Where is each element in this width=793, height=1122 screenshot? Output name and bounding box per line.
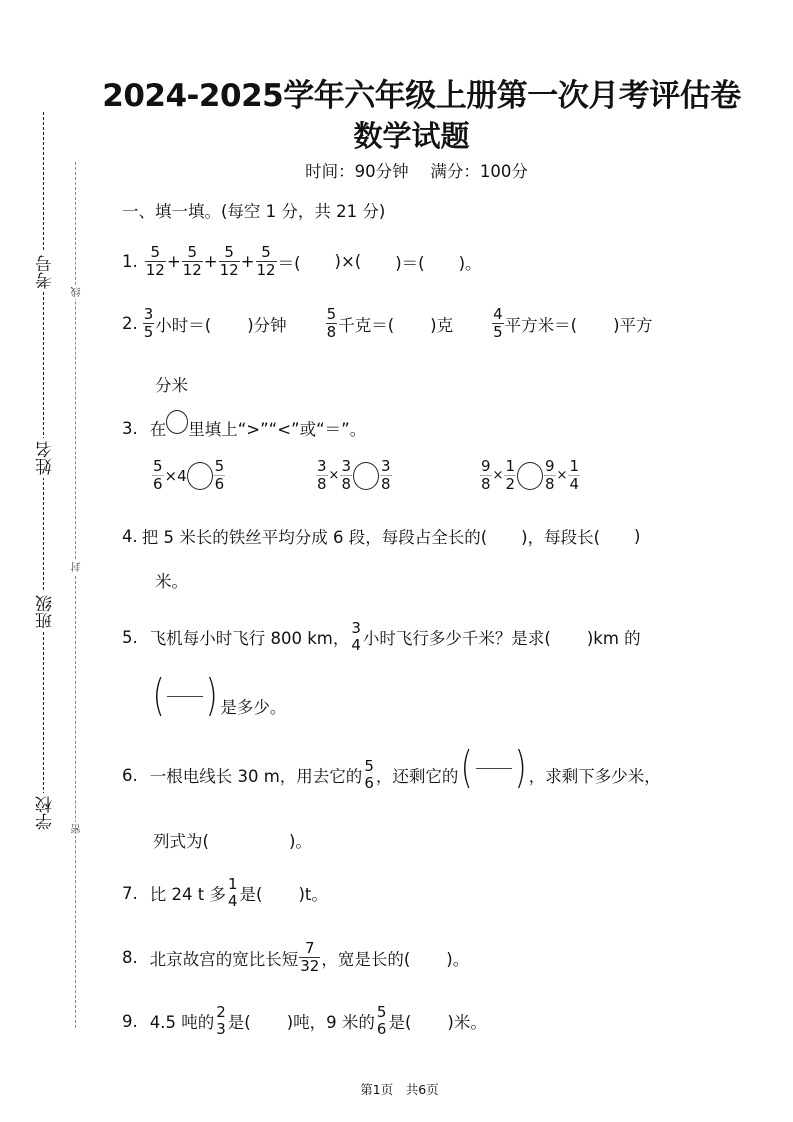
plus-sign: + bbox=[166, 252, 181, 271]
text: )。 bbox=[288, 832, 312, 851]
text: 小时飞行多少千米？是求( bbox=[362, 629, 551, 648]
text: ) bbox=[634, 526, 641, 546]
text: 小时＝( bbox=[155, 315, 212, 335]
text: )分钟 bbox=[247, 315, 287, 335]
fraction: $\frac{3}{5}$ bbox=[143, 305, 154, 341]
question-2 bbox=[122, 306, 653, 341]
text: )平方 bbox=[613, 315, 653, 335]
operator: × bbox=[328, 468, 340, 483]
question-9 bbox=[122, 1004, 487, 1038]
fraction: $\frac{1}{2}$ bbox=[505, 457, 515, 493]
seal-mark-line: 线 bbox=[72, 287, 83, 297]
question-5-continued bbox=[150, 670, 287, 721]
question-number: 3. bbox=[122, 418, 138, 438]
fraction: $\frac{5}{6}$ bbox=[214, 457, 225, 493]
fraction: 5 6 bbox=[364, 757, 374, 792]
operator: ×4 bbox=[164, 466, 187, 485]
text: 4.5 吨的 bbox=[149, 1013, 215, 1032]
text: ，还剩它的 bbox=[375, 767, 459, 786]
question-4-continued: 米。 bbox=[155, 572, 188, 591]
comparison-3 bbox=[479, 458, 581, 493]
text: )t。 bbox=[298, 885, 328, 904]
text: 是( bbox=[227, 1013, 251, 1032]
text: 飞机每小时飞行 800 km， bbox=[149, 629, 350, 648]
text: 平方米＝( bbox=[504, 315, 578, 335]
text: )＝( bbox=[395, 253, 425, 273]
text: )克 bbox=[430, 315, 454, 335]
text: 是( bbox=[239, 885, 263, 904]
fraction: $\frac{3}{8}$ bbox=[341, 457, 351, 493]
seal-mark-secret: 密 bbox=[72, 824, 83, 834]
question-number: 2. bbox=[122, 314, 138, 333]
fraction: 1 4 bbox=[227, 875, 238, 910]
plus-sign: + bbox=[203, 252, 218, 271]
exam-number-field-label: 考号 bbox=[33, 252, 58, 292]
exam-subtitle: 数学试题 bbox=[353, 119, 470, 153]
school-field-label: 学校 bbox=[33, 793, 58, 833]
fraction: $\frac{5}{8}$ bbox=[326, 305, 337, 341]
fraction: $\frac{5}{12}$ bbox=[145, 243, 165, 279]
text: )。 bbox=[458, 253, 482, 273]
fraction: 3 4 bbox=[351, 619, 361, 654]
question-2-continued: 分米 bbox=[155, 376, 188, 395]
text: )×( bbox=[334, 252, 362, 271]
exam-meta: 时间：90分钟 满分：100分 bbox=[305, 162, 528, 181]
question-number: 9. bbox=[122, 1011, 138, 1031]
question-5 bbox=[122, 620, 641, 654]
fraction: $\frac{5}{12}$ bbox=[182, 243, 202, 279]
fraction: $\frac{5}{6}$ bbox=[153, 457, 163, 493]
text: 把 5 米长的铁丝平均分成 6 段，每段占全长的( bbox=[141, 528, 488, 547]
text: ＝( bbox=[277, 253, 301, 273]
comparison-2 bbox=[315, 458, 393, 493]
question-1 bbox=[122, 244, 482, 279]
fraction-answer-box[interactable]: ( ) bbox=[460, 742, 527, 793]
fraction: $\frac{9}{8}$ bbox=[545, 457, 555, 493]
text: 千克＝( bbox=[338, 315, 395, 335]
class-field-label: 班级 bbox=[33, 592, 58, 632]
question-number: 8. bbox=[122, 948, 138, 967]
operator: × bbox=[556, 468, 568, 483]
text: )。 bbox=[446, 949, 470, 969]
circle-icon bbox=[166, 410, 188, 434]
text: 列式为( bbox=[153, 832, 209, 851]
text: 比 24 t 多 bbox=[149, 885, 226, 904]
fraction: $\frac{9}{8}$ bbox=[481, 457, 491, 493]
text: )米。 bbox=[447, 1013, 487, 1032]
section-heading: 一、填一填。(每空 1 分，共 21 分) bbox=[122, 202, 386, 221]
text: 是多少。 bbox=[220, 698, 287, 717]
question-number: 6. bbox=[122, 765, 138, 785]
fraction: $\frac{1}{4}$ bbox=[569, 457, 579, 493]
fraction: $\frac{3}{8}$ bbox=[381, 457, 391, 493]
comparison-1 bbox=[151, 458, 226, 493]
fraction: 2 3 bbox=[216, 1003, 226, 1038]
comparison-circle-input[interactable] bbox=[187, 462, 213, 490]
text: 是( bbox=[388, 1013, 412, 1032]
name-field-label: 姓名 bbox=[33, 438, 58, 478]
question-8 bbox=[122, 940, 469, 975]
question-3 bbox=[122, 416, 366, 440]
text: ，求剩下多少米， bbox=[528, 767, 661, 786]
comparison-circle-input[interactable] bbox=[517, 462, 543, 490]
text: )，每段长( bbox=[521, 528, 601, 547]
page-number: 第1页 共6页 bbox=[360, 1082, 439, 1097]
exam-title: 2024-2025学年六年级上册第一次月考评估卷 bbox=[102, 78, 741, 114]
question-number: 1. bbox=[122, 252, 138, 271]
text: )km 的 bbox=[586, 629, 641, 648]
fraction: $\frac{4}{5}$ bbox=[493, 305, 503, 341]
seal-mark-seal: 封 bbox=[72, 562, 83, 572]
text: )吨，9 米的 bbox=[286, 1013, 375, 1032]
fraction: $\frac{5}{12}$ bbox=[256, 243, 276, 279]
text: 一根电线长 30 m，用去它的 bbox=[149, 767, 363, 786]
question-6 bbox=[122, 742, 661, 793]
text: 里填上“>”“<”或“＝”。 bbox=[188, 420, 367, 439]
question-7 bbox=[122, 876, 328, 910]
question-4 bbox=[122, 524, 640, 548]
question-6-continued bbox=[153, 828, 312, 852]
question-number: 7. bbox=[122, 883, 138, 903]
comparison-circle-input[interactable] bbox=[353, 462, 379, 490]
question-number: 5. bbox=[122, 627, 138, 647]
fraction: $\frac{7}{32}$ bbox=[300, 939, 320, 975]
fraction: $\frac{3}{8}$ bbox=[317, 457, 327, 493]
text: ，宽是长的( bbox=[321, 949, 411, 969]
fraction-answer-box[interactable]: ( ) bbox=[152, 670, 218, 721]
text: 北京故宫的宽比长短 bbox=[149, 949, 299, 969]
question-number: 4. bbox=[122, 526, 138, 546]
text: 在 bbox=[149, 420, 167, 439]
operator: × bbox=[492, 468, 504, 483]
fraction: $\frac{5}{12}$ bbox=[219, 243, 239, 279]
fraction: 5 6 bbox=[376, 1003, 387, 1038]
plus-sign: + bbox=[240, 252, 255, 271]
